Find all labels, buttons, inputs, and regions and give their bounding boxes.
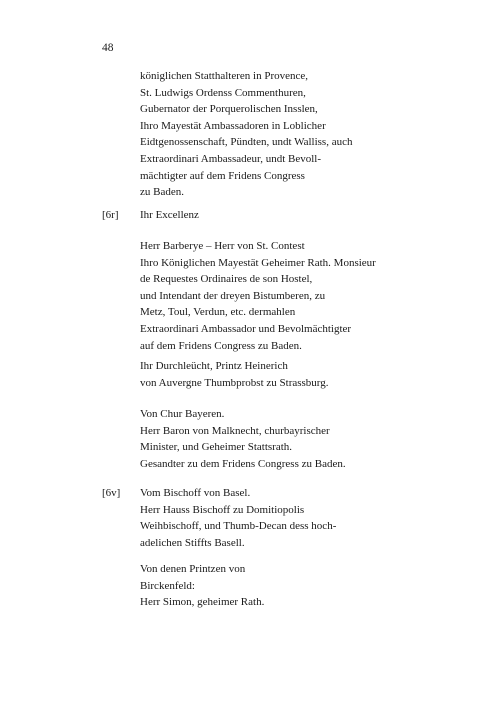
- text-line: de Requestes Ordinaires de son Hostel,: [140, 273, 313, 286]
- page-number: 48: [102, 42, 114, 54]
- text-line: von Auvergne Thumbprobst zu Strassburg.: [140, 376, 329, 389]
- text-line: königlichen Statthalteren in Provence,: [140, 70, 309, 82]
- entry-text: [140, 485, 485, 551]
- text-line: Extraordinari Ambassador und Bevolmächtigter: [140, 322, 352, 335]
- entry-text: [140, 238, 485, 354]
- text-line: zu Baden.: [140, 186, 184, 199]
- text-line: Minister, und Geheimer Stattsrath.: [140, 441, 293, 454]
- text-line: Von denen Printzen von: [140, 563, 246, 575]
- text-line: Herr Barberye – Herr von St. Contest: [140, 240, 305, 252]
- text-line: und Intendant der dreyen Bistumberen, zu: [140, 289, 326, 302]
- text-line: Gubernator der Porquerolischen Insslen,: [140, 103, 318, 116]
- entry-text: [140, 406, 485, 472]
- text-line: Eidtgenossenschaft, Pündten, undt Walliss, auch: [140, 136, 353, 149]
- text-line: Extraordinari Ambassadeur, undt Bevoll-: [140, 152, 322, 165]
- text-line: Von Chur Bayeren.: [140, 408, 225, 420]
- text-line: Birckenfeld:: [140, 579, 195, 592]
- text-line: Ihr Durchleücht, Printz Heinerich: [140, 360, 288, 372]
- text-line: Vom Bischoff von Basel.: [140, 487, 251, 499]
- text-line: auf dem Fridens Congress zu Baden.: [140, 339, 302, 352]
- entry-text: [140, 358, 485, 391]
- text-line: Gesandter zu dem Fridens Congress zu Baden.: [140, 457, 346, 470]
- folio-reference: [6v]: [102, 487, 121, 499]
- text-line: mächtigter auf dem Fridens Congress: [140, 169, 305, 182]
- text-line: adelichen Stiffts Basell.: [140, 536, 245, 549]
- text-line: Metz, Toul, Verdun, etc. dermahlen: [140, 306, 296, 319]
- text-line: Ihro Mayestät Ambassadoren in Loblicher: [140, 119, 326, 132]
- folio-reference: [6r]: [102, 209, 119, 221]
- text-line: Weihbischoff, und Thumb-Decan dess hoch-: [140, 520, 337, 533]
- text-line: Herr Baron von Malknecht, churbayrischer: [140, 424, 330, 437]
- text-line: Herr Hauss Bischoff zu Domitiopolis: [140, 503, 305, 516]
- entry-text: [140, 68, 485, 201]
- entry-text: [140, 561, 485, 611]
- text-line: Herr Simon, geheimer Rath.: [140, 596, 265, 609]
- entry-text: [140, 207, 485, 224]
- text-line: St. Ludwigs Ordenss Commenthuren,: [140, 86, 306, 99]
- text-line: Ihro Königlichen Mayestät Geheimer Rath. Monsieur: [140, 256, 376, 269]
- text-line: Ihr Excellenz: [140, 209, 199, 221]
